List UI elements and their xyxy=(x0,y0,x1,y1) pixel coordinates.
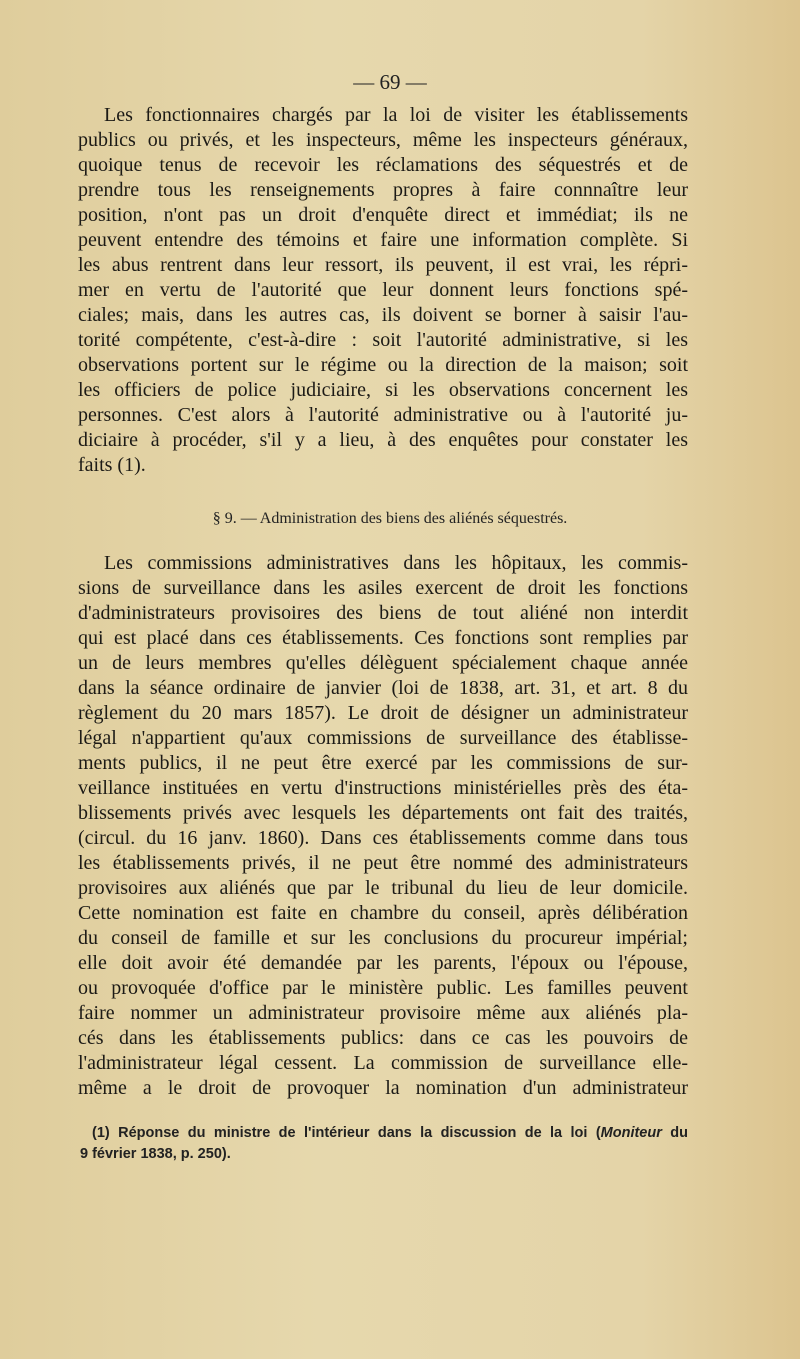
text-line: les établissements privés, il ne peut être nommé des administrateurs xyxy=(78,852,688,874)
text-line: torité compétente, c'est-à-dire : soit l'autorité administrative, si les xyxy=(78,329,688,351)
text-line: observations portent sur le régime ou la direction de la maison; soit xyxy=(78,354,688,376)
footnote-line-2: 9 février 1838, p. 250). xyxy=(80,1146,231,1162)
text-line: légal n'appartient qu'aux commissions de surveillance des établisse- xyxy=(78,727,688,749)
text-line: les abus rentrent dans leur ressort, ils peuvent, il est vrai, les répri- xyxy=(78,254,688,276)
text-line: Cette nomination est faite en chambre du conseil, après délibération xyxy=(78,902,688,924)
text-line: veillance instituées en vertu d'instructions ministérielles près des éta- xyxy=(78,777,688,799)
text-line: ciales; mais, dans les autres cas, ils doivent se borner à saisir l'au- xyxy=(78,304,688,326)
text-line: cés dans les établissements publics: dans ce cas les pouvoirs de xyxy=(78,1027,688,1049)
text-line: ments publics, il ne peut être exercé par les commissions de sur- xyxy=(78,752,688,774)
text-line: d'administrateurs provisoires des biens de tout aliéné non interdit xyxy=(78,602,688,624)
text-line: Les fonctionnaires chargés par la loi de visiter les établissements xyxy=(104,104,688,126)
text-line: (circul. du 16 janv. 1860). Dans ces établissements comme dans tous xyxy=(78,827,688,849)
footnote-text: (1) Réponse du ministre de l'intérieur dans la discussion de la loi ( xyxy=(92,1125,601,1141)
text-line: même a le droit de provoquer la nomination d'un administrateur xyxy=(78,1077,688,1099)
text-line: elle doit avoir été demandée par les parents, l'époux ou l'épouse, xyxy=(78,952,688,974)
text-line: diciaire à procéder, s'il y a lieu, à des enquêtes pour constater les xyxy=(78,429,688,451)
text-line: dans la séance ordinaire de janvier (loi de 1838, art. 31, et art. 8 du xyxy=(78,677,688,699)
page-number: — 69 — xyxy=(353,70,427,94)
footnote-italic-source: Moniteur xyxy=(600,1125,662,1141)
text-line: personnes. C'est alors à l'autorité administrative ou à l'autorité ju- xyxy=(78,404,688,426)
text-line: mer en vertu de l'autorité que leur donnent leurs fonctions spé- xyxy=(78,279,688,301)
text-line: qui est placé dans ces établissements. Ces fonctions sont remplies par xyxy=(78,627,688,649)
text-line: quoique tenus de recevoir les réclamations des séquestrés et de xyxy=(78,154,688,176)
text-line: un de leurs membres qu'elles délèguent spécialement chaque année xyxy=(78,652,688,674)
text-line: Les commissions administratives dans les hôpitaux, les commis- xyxy=(104,552,688,574)
text-line: l'administrateur légal cessent. La commission de surveillance elle- xyxy=(78,1052,688,1074)
text-line: publics ou privés, et les inspecteurs, même les inspecteurs généraux, xyxy=(78,129,688,151)
text-line: position, n'ont pas un droit d'enquête direct et immédiat; ils ne xyxy=(78,204,688,226)
footnote-text: du xyxy=(661,1125,688,1141)
text-line: blissements privés avec lesquels les départements ont fait des traités, xyxy=(78,802,688,824)
text-line: les officiers de police judiciaire, si les observations concernent les xyxy=(78,379,688,401)
text-line: faits (1). xyxy=(78,454,146,476)
paragraph-1 xyxy=(78,103,688,478)
text-line: faire nommer un administrateur provisoire même aux aliénés pla- xyxy=(78,1002,688,1024)
text-line: peuvent entendre des témoins et faire une information complète. Si xyxy=(78,229,688,251)
footnote-line-1 xyxy=(80,1123,688,1144)
text-line: du conseil de famille et sur les conclusions du procureur impérial; xyxy=(78,927,688,949)
text-line: ou provoquée d'office par le ministère public. Les familles peuvent xyxy=(78,977,688,999)
text-line: provisoires aux aliénés que par le tribunal du lieu de leur domicile. xyxy=(78,877,688,899)
paragraph-2 xyxy=(78,551,688,1101)
text-line: prendre tous les renseignements propres à faire connnaître leur xyxy=(78,179,688,201)
text-line: règlement du 20 mars 1857). Le droit de désigner un administrateur xyxy=(78,702,688,724)
footnote xyxy=(80,1123,688,1165)
section-heading: § 9. — Administration des biens des aliénés séquestrés. xyxy=(212,510,568,527)
text-line: sions de surveillance dans les asiles exercent de droit les fonctions xyxy=(78,577,688,599)
